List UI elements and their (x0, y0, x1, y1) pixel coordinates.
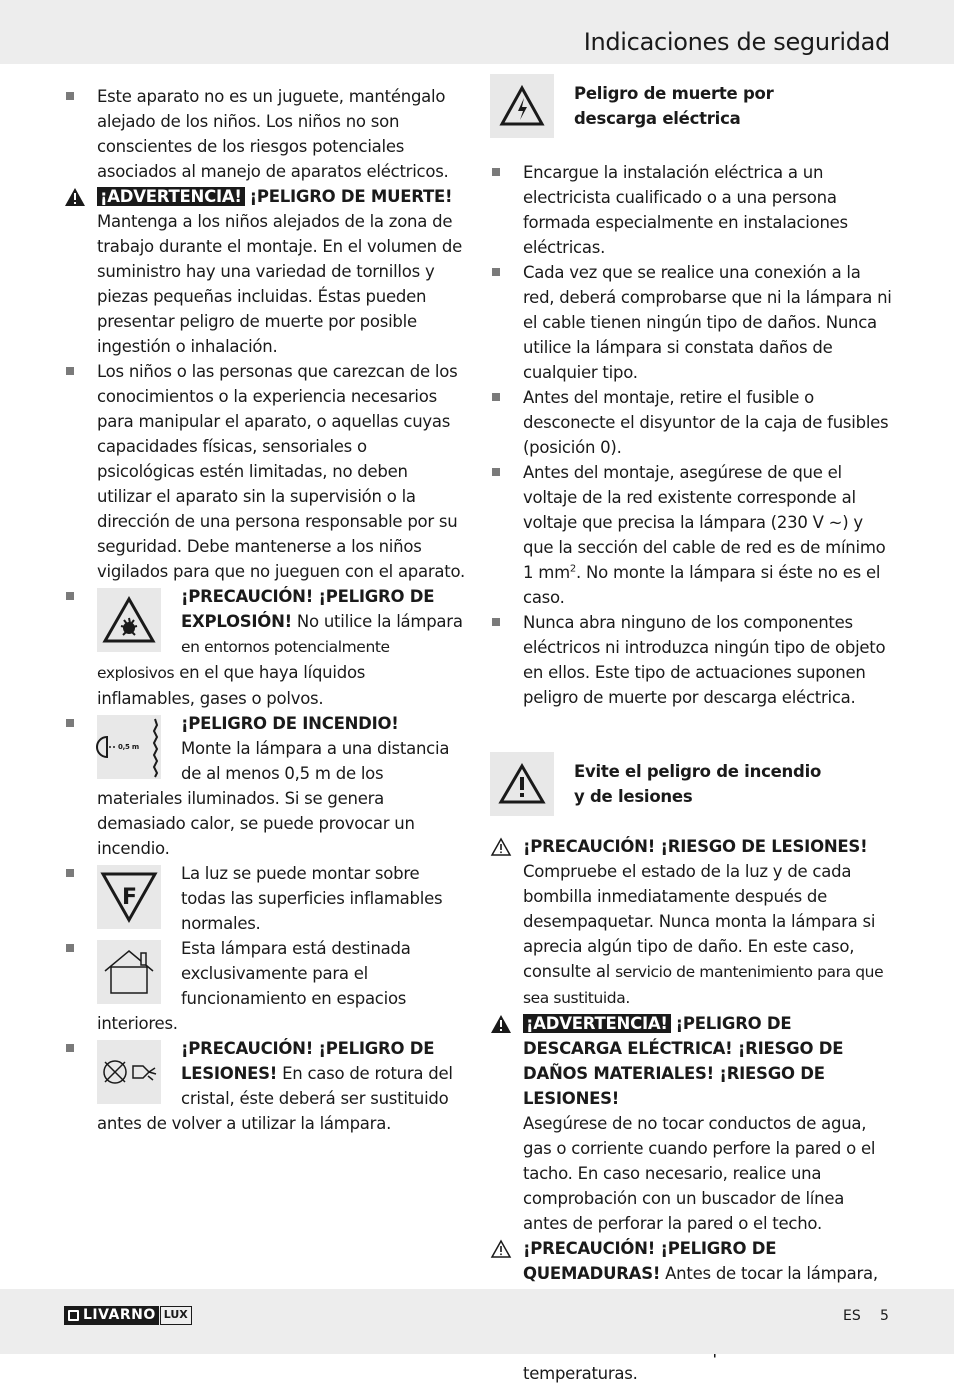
item-text: Nunca abra ninguno de los componentes eléctricos ni introduzca ningún tipo de objeto en ellos. Este tipo de actuaciones suponen peligro de muerte por descarga eléctrica. (523, 613, 886, 707)
section-header-electric (490, 74, 892, 138)
indoor-use-icon-box (97, 940, 161, 1004)
item-text: En caso de rotura del cristal, éste deberá ser sustituido antes de volver a utilizar la lámpara. (97, 1064, 453, 1133)
bullet-icon (66, 1044, 74, 1052)
broken-bulb-icon (99, 1052, 159, 1092)
language-code: ES (843, 1308, 861, 1324)
logo-main-text: LIVARNO (83, 1307, 156, 1323)
item-text: Este aparato no es un juguete, manténgalo alejado de los niños. Los niños no son conscientes de los riesgos potenciales asociados al manejo de aparatos eléctricos. (97, 87, 449, 181)
caution-text: Compruebe el estado de la luz y de cada bombilla inmediatamente después de desempaquetar. Nunca monta la lámpara si aprecia algún tipo de daño. En este caso, consulte al (523, 862, 876, 981)
caution-heading: ¡PRECAUCIÓN! ¡PELIGRO DE QUEMADURAS! (523, 1239, 777, 1283)
list-item (490, 460, 892, 610)
house-icon (101, 947, 157, 997)
superscript: 2 (569, 563, 577, 575)
fire-distance-icon-box (97, 715, 161, 779)
warning-text: Asegúrese de no tocar conductos de agua, gas o corriente cuando perfore la pared o el tacho. En caso necesario, realice una comprobación con un buscador de línea antes de perforar la pared o el techo. (523, 1114, 876, 1233)
page-footer (0, 1289, 954, 1354)
distance-lamp-icon (97, 715, 161, 779)
list-item (64, 861, 466, 936)
caution-block (490, 834, 892, 1011)
bullet-icon (492, 393, 500, 401)
bullet-icon (66, 367, 74, 375)
list-item (490, 260, 892, 385)
warning-triangle-icon (490, 1014, 512, 1034)
section-title: Evite el peligro de incendio y de lesiones (574, 762, 822, 806)
warning-text: Mantenga a los niños alejados de la zona de trabajo durante el montaje. En el volumen de suministro hay una variedad de tornillos y piezas pequeñas incluidas. Éstas pueden presentar peligro de muerte por posible ingestión o inhalación. (97, 212, 462, 356)
list-item (64, 936, 466, 1036)
flammable-surface-icon-box (97, 865, 161, 929)
item-text: Cada vez que se realice una conexión a la red, deberá comprobarse que ni la lámpara ni el cable tienen ningún tipo de daños. Nunca utilice la lámpara si constata daños de cualquier tipo. (523, 263, 892, 382)
bullet-icon (492, 618, 500, 626)
item-text: Antes del montaje, asegúrese de que el voltaje de la red existente corresponde al voltaje que precisa la lámpara (230 V ∼) y que la sección del cable de red es de mínimo 1 mm (523, 463, 886, 582)
warning-heading: ¡PELIGRO DE DESCARGA ELÉCTRICA! ¡RIESGO DE DAÑOS MATERIALES! ¡RIESGO DE LESIONES! (523, 1014, 844, 1108)
bullet-icon (66, 92, 74, 100)
right-column (490, 74, 892, 1386)
bullet-icon (66, 719, 74, 727)
f-mark-letter: F (122, 885, 137, 910)
fire-heading: ¡PELIGRO DE INCENDIO! (181, 714, 399, 733)
list-item (490, 385, 892, 460)
bullet-icon (492, 168, 500, 176)
item-text: Antes del montaje, retire el fusible o desconecte el disyuntor de la caja de fusibles (posición 0). (523, 388, 889, 457)
warning-tag: ¡ADVERTENCIA! (523, 1014, 671, 1033)
brand-logo (64, 1306, 192, 1325)
caution-heading: ¡PRECAUCIÓN! ¡PELIGRO DE LESIONES! (181, 1039, 435, 1083)
exclamation-triangle-icon (498, 763, 546, 805)
explosion-icon (103, 596, 155, 644)
list-item (64, 711, 466, 861)
high-voltage-icon (499, 85, 545, 127)
item-text: Los niños o las personas que carezcan de los conocimientos o la experiencia necesarios para manipular el aparato, o aquellas cuyas capacidades físicas, sensoriales o psicológicas estén limitadas, no deben utilizar el aparato sin la supervisión o la dirección de una persona responsable por su seguridad. Debe mantenerse a los niños vigilados para que no jueguen con el aparato. (97, 362, 466, 581)
page-number: 5 (880, 1308, 889, 1324)
warning-block (64, 184, 466, 359)
list-item (64, 359, 466, 584)
bullet-icon (66, 944, 74, 952)
item-text: No utilice la lámpara (296, 612, 463, 631)
item-text: . No monte la lámpara si éste no es el caso. (523, 563, 881, 607)
warning-tag: ¡ADVERTENCIA! (97, 187, 245, 206)
caution-triangle-icon (490, 1239, 512, 1259)
f-mark-icon (100, 870, 158, 924)
item-text: Esta lámpara está destinada exclusivamente para el funcionamiento en espacios interiores. (97, 939, 411, 1033)
list-item (64, 584, 466, 711)
warning-triangle-icon (64, 187, 86, 207)
caution-heading: ¡PRECAUCIÓN! ¡PELIGRO DE EXPLOSIÓN! (181, 587, 435, 631)
distance-label: 0,5 m (118, 743, 139, 751)
item-text: Encargue la instalación eléctrica a un electricista cualificado o a una persona formada especialmente en instalaciones eléctricas. (523, 163, 848, 257)
explosion-icon-box (97, 588, 161, 652)
list-item (490, 610, 892, 710)
item-text: en entornos potencialmente explosivos (97, 638, 390, 682)
warning-heading: ¡PELIGRO DE MUERTE! (249, 187, 453, 206)
bullet-icon (66, 869, 74, 877)
item-text: en el que haya líquidos inflamables, gases o polvos. (97, 663, 366, 708)
list-item (64, 84, 466, 184)
caution-text: servicio de mantenimiento para que sea sustituida. (523, 963, 884, 1007)
warning-block (490, 1011, 892, 1236)
caution-heading: ¡PRECAUCIÓN! ¡RIESGO DE LESIONES! (523, 837, 868, 856)
page-title: Indicaciones de seguridad (583, 28, 890, 56)
bullet-icon (66, 592, 74, 600)
broken-glass-icon-box (97, 1040, 161, 1104)
page-header (0, 0, 954, 64)
list-item (490, 160, 892, 260)
section-title: Peligro de muerte por descarga eléctrica (574, 84, 774, 128)
caution-icon-box (490, 752, 554, 816)
list-item (64, 1036, 466, 1136)
item-text: Monte la lámpara a una distancia de al menos 0,5 m de los materiales iluminados. Si se genera demasiado calor, se puede provocar un incendio. (97, 739, 450, 858)
left-column (64, 84, 466, 1136)
bullet-icon (492, 468, 500, 476)
logo-mark-icon (68, 1310, 79, 1321)
electric-icon-box (490, 74, 554, 138)
section-header-fire (490, 752, 892, 816)
caution-triangle-icon (490, 837, 512, 857)
caution-text: Antes de tocar la lámpara, temperaturas. (523, 1264, 878, 1383)
item-text: La luz se puede montar sobre todas las superficies inflamables normales. (181, 864, 443, 933)
logo-sub-text: LUX (160, 1306, 192, 1325)
bullet-icon (492, 268, 500, 276)
